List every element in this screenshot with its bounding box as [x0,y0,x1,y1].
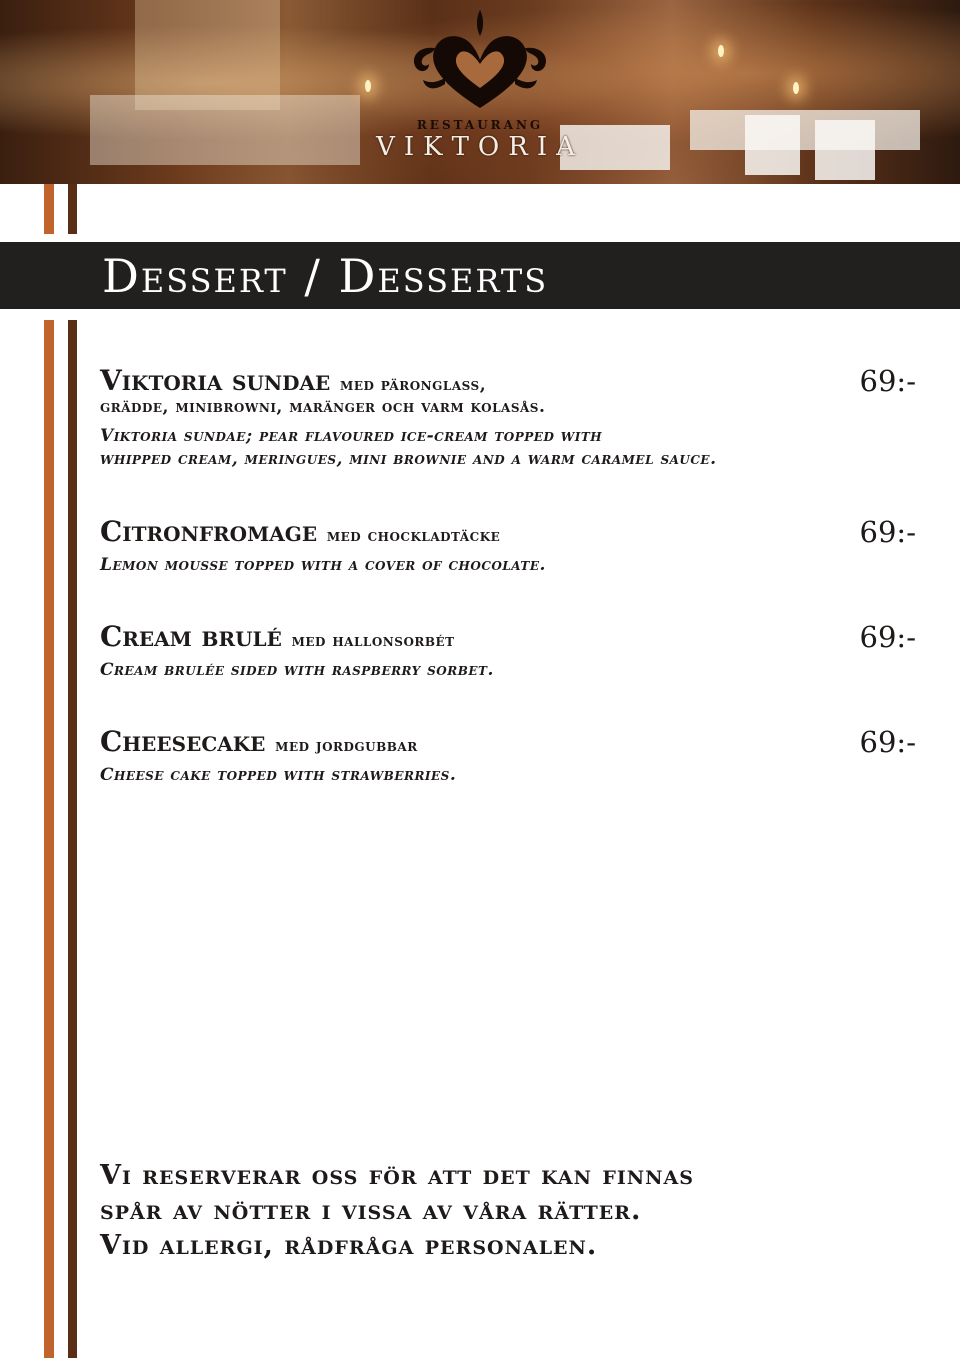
menu-item-description-en: Viktoria sundae; pear flavoured ice-cream topped with [100,426,603,446]
menu-item-title [100,517,920,551]
menu-item-description-en: whipped cream, meringues, mini brownie and a warm caramel sauce. [100,449,717,469]
allergy-notice-line: Vid allergi, rådfråga personalen. [100,1230,598,1261]
wall-panel [90,95,360,165]
heart-ornament-icon [405,8,555,118]
allergy-notice-line: spår av nötter i vissa av våra rätter. [100,1195,642,1226]
menu-item [100,727,920,787]
menu-item [100,517,920,577]
menu-item [100,366,920,471]
allergy-notice-line: Vi reserverar oss för att det kan finnas [100,1160,695,1191]
menu-item-title [100,366,920,400]
menu-item [100,622,920,682]
menu-item-description-sv: grädde, minibrowni, maränger och varm kolasås. [100,397,546,417]
header-photo [0,0,960,184]
candle-light [718,45,724,57]
candle-light [793,82,799,94]
restaurant-logo [330,8,630,178]
menu-item-subtitle: med chockladtäcke [326,526,501,546]
menu-item-description-en: Cream brulée sided with raspberry sorbet. [100,660,494,680]
menu-item-subtitle: med päronglass, [340,375,487,395]
page-title: Dessert / Desserts [102,249,549,303]
menu-item-subtitle: med jordgubbar [275,736,418,756]
decor-stripe [44,320,54,1358]
wall-panel [135,0,280,110]
logo-name: VIKTORIA [376,132,584,162]
menu-item-description-en: Lemon mousse topped with a cover of chocolate. [100,555,546,575]
menu-item-name: Viktoria sundae [100,364,331,397]
allergy-notice [100,1158,900,1263]
decor-stripe [68,320,77,1358]
menu-item-title [100,622,920,656]
menu-item-price: 69:- [859,725,916,759]
logo-subtitle: RESTAURANG [416,118,544,132]
menu-item-description-en: Cheese cake topped with strawberries. [100,765,457,785]
menu-item-subtitle: med hallonsorbét [291,631,455,651]
decor-stripe [44,184,54,234]
menu-item-name: Citronfromage [100,515,318,548]
menu-item-price: 69:- [859,364,916,398]
menu-item-name: Cheesecake [100,725,266,758]
decor-stripe [68,184,77,234]
menu-item-price: 69:- [859,515,916,549]
menu-item-price: 69:- [859,620,916,654]
table [690,110,920,150]
menu-item-title [100,727,920,761]
chair [815,120,875,180]
menu-item-name: Cream brulé [100,620,282,653]
chair [745,115,800,175]
